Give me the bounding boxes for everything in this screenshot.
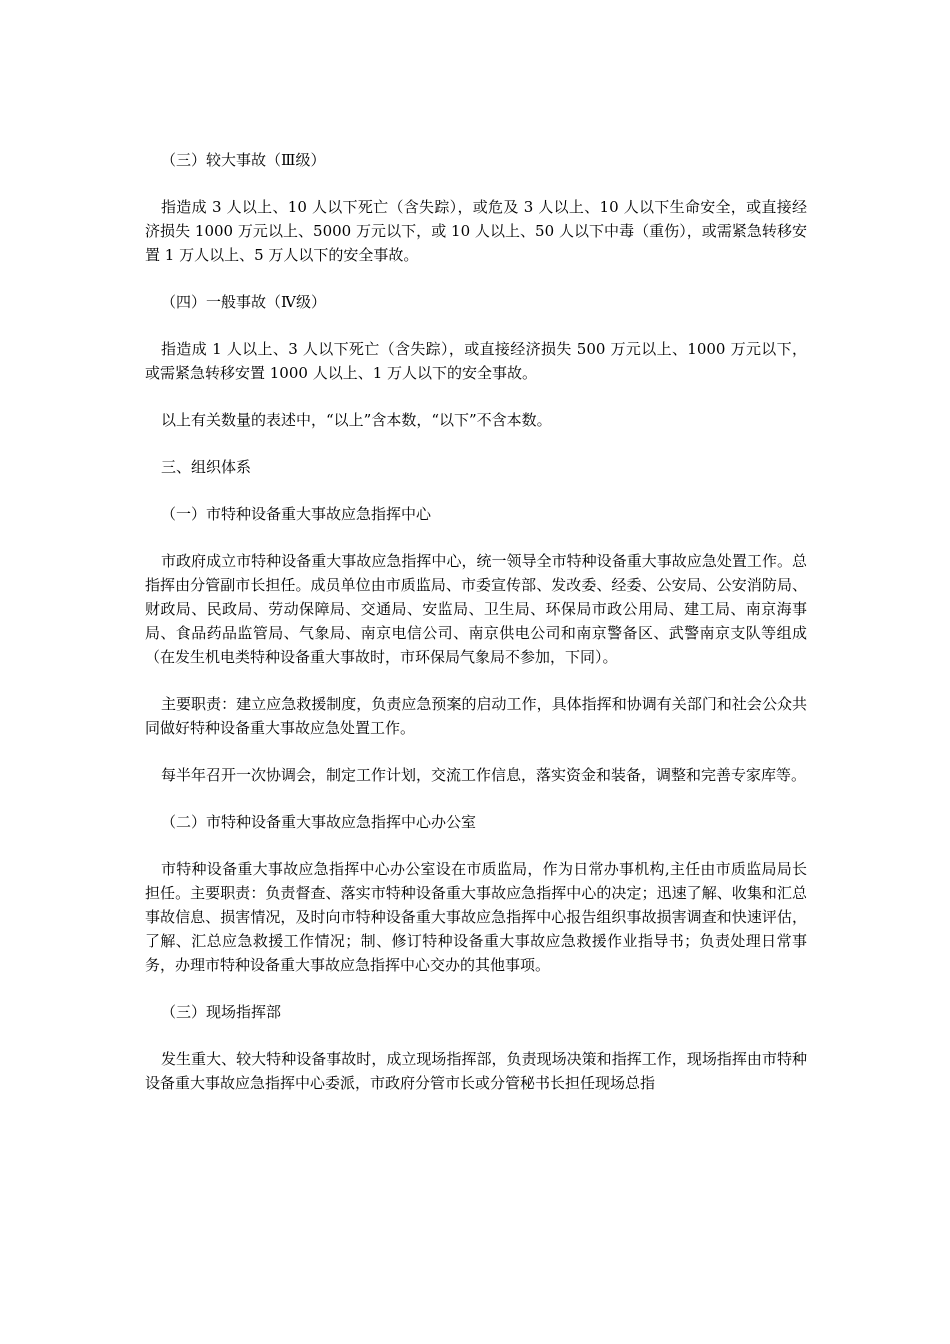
document-page <box>145 148 807 1118</box>
paragraph-quantity-note: 以上有关数量的表述中，“以上”含本数，“以下”不含本数。 <box>161 411 552 429</box>
paragraph-command-center-members: 市政府成立市特种设备重大事故应急指挥中心，统一领导全市特种设备重大事故应急处置工作。总指挥由分管副市长担任。成员单位由市质监局、市委宣传部、发改委、经委、公安局、公安消防局、财政局、民政局、劳动保障局、交通局、安监局、卫生局、环保局市政公用局、建工局、南京海事局、食品药品监管局、气象局、南京电信公司、南京供电公司和南京警备区、武警南京支队等组成（在发生机电类特种设备重大事故时，市环保局气象局不参加，下同）。 <box>145 552 807 666</box>
heading-general-accident: （四）一般事故（Ⅳ级） <box>161 293 326 311</box>
heading-command-center-office: （二）市特种设备重大事故应急指挥中心办公室 <box>161 813 477 831</box>
paragraph-main-duties: 主要职责：建立应急救援制度，负责应急预案的启动工作，具体指挥和协调有关部门和社会公众共同做好特种设备重大事故应急处置工作。 <box>145 695 807 737</box>
paragraph-major-accident-definition: 指造成 3 人以上、10 人以下死亡（含失踪），或危及 3 人以上、10 人以下生命安全，或直接经济损失 1000 万元以上、5000 万元以下，或 10 人以上、50 人以下中毒（重伤），或需紧急转移安置 1 万人以上、5 万人以下的安全事故。 <box>145 198 807 264</box>
paragraph-onsite-command: 发生重大、较大特种设备事故时，成立现场指挥部，负责现场决策和指挥工作，现场指挥由市特种设备重大事故应急指挥中心委派，市政府分管市长或分管秘书长担任现场总指 <box>145 1050 807 1092</box>
paragraph-general-accident-definition: 指造成 1 人以上、3 人以下死亡（含失踪），或直接经济损失 500 万元以上、1000 万元以下，或需紧急转移安置 1000 人以上、1 万人以下的安全事故。 <box>145 340 807 382</box>
heading-onsite-command: （三）现场指挥部 <box>161 1003 282 1021</box>
heading-organization-system: 三、组织体系 <box>161 458 252 476</box>
paragraph-coordination-meeting: 每半年召开一次协调会，制定工作计划，交流工作信息，落实资金和装备，调整和完善专家库等。 <box>161 766 807 784</box>
heading-major-accident: （三）较大事故（Ⅲ级） <box>161 151 326 169</box>
heading-command-center: （一）市特种设备重大事故应急指挥中心 <box>161 505 432 523</box>
paragraph-office-duties: 市特种设备重大事故应急指挥中心办公室设在市质监局，作为日常办事机构,主任由市质监局局长担任。主要职责：负责督查、落实市特种设备重大事故应急指挥中心的决定；迅速了解、收集和汇总事故信息、损害情况，及时向市特种设备重大事故应急指挥中心报告组织事故损害调查和快速评估，了解、汇总应急救援工作情况；制、修订特种设备重大事故应急救援作业指导书；负责处理日常事务，办理市特种设备重大事故应急指挥中心交办的其他事项。 <box>145 860 807 974</box>
